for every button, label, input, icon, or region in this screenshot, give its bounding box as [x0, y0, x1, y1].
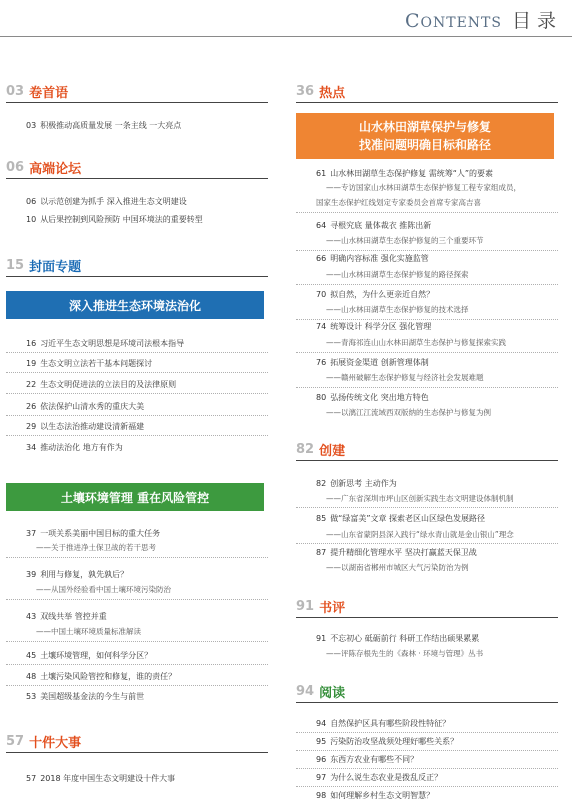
left-column — [0, 0, 270, 809]
section-91-header: 91 书评 — [296, 598, 346, 616]
toc-subtitle: ——山东省蒙阴县深入践行“绿水青山就是金山银山”理念 — [326, 530, 514, 539]
toc-item[interactable]: 76 拓展资金渠道 创新管理体制 — [316, 358, 429, 367]
toc-item[interactable]: 34 推动法治化 地方有作为 — [26, 443, 123, 452]
section-rule — [6, 276, 268, 277]
toc-item[interactable]: 95 污染防治攻坚战须处理好哪些关系？ — [316, 737, 459, 746]
topic-banner-soil: 土壤环境管理 重在风险管控 — [6, 483, 264, 511]
toc-subtitle: 国家生态保护红线划定专家委员会首席专家高吉喜 — [316, 198, 481, 207]
divider — [296, 387, 558, 388]
section-rule — [6, 752, 268, 753]
divider — [296, 352, 558, 353]
toc-item[interactable]: 48 土壤污染风险管控和修复，谁的责任？ — [26, 672, 177, 681]
toc-subtitle: ——青海祁连山山水林田湖草生态保护与修复探索实践 — [326, 338, 506, 347]
divider — [6, 352, 268, 353]
divider — [6, 641, 268, 642]
divider — [6, 415, 268, 416]
toc-subtitle: ——山水林田湖草生态保护修复的三个重要环节 — [326, 236, 484, 245]
toc-item[interactable]: 03 积极推动高质量发展 一条主线 一大亮点 — [26, 121, 182, 130]
toc-item[interactable]: 66 明确内容标准 强化实施监管 — [316, 254, 429, 263]
toc-subtitle: ——赣州破解生态保护修复与经济社会发展难题 — [326, 373, 484, 382]
section-06-header: 06 高端论坛 — [6, 159, 82, 177]
toc-subtitle: ——以漓江江流域西双版纳的生态保护与修复为例 — [326, 408, 491, 417]
toc-item[interactable]: 98 如何理解乡村生态文明智慧？ — [316, 791, 435, 800]
toc-subtitle: ——专访国家山水林田湖草生态保护修复工程专家组成员， — [326, 183, 521, 192]
toc-item[interactable]: 85 做“绿富美”文章 探索老区山区绿色发展路径 — [316, 514, 486, 523]
toc-item[interactable]: 96 东西方农业有哪些不同？ — [316, 755, 419, 764]
section-82-header: 82 创建 — [296, 441, 346, 459]
toc-subtitle: ——中国土壤环境质量标准解读 — [36, 627, 141, 636]
divider — [296, 212, 558, 213]
divider — [6, 372, 268, 373]
toc-item[interactable]: 82 创新思考 主动作为 — [316, 479, 397, 488]
section-15-header: 15 封面专题 — [6, 257, 82, 275]
toc-subtitle: ——关于推进净土保卫战的若干思考 — [36, 543, 156, 552]
section-57-header: 57 十件大事 — [6, 733, 82, 751]
toc-item[interactable]: 26 依法保护山清水秀的重庆大美 — [26, 402, 145, 411]
toc-subtitle: ——山水林田湖草生态保护修复的技术选择 — [326, 305, 469, 314]
toc-item[interactable]: 94 自然保护区具有哪些阶段性特征？ — [316, 719, 451, 728]
toc-subtitle: ——以湖南省郴州市城区大气污染防治为例 — [326, 563, 469, 572]
toc-item[interactable]: 57 2018 年度中国生态文明建设十件大事 — [26, 774, 176, 783]
toc-item[interactable]: 06 以示范创建为抓手 深入推进生态文明建设 — [26, 197, 187, 206]
contents-title-cn: 目录 — [511, 10, 562, 32]
toc-item[interactable]: 87 提升精细化管理水平 坚决打赢蓝天保卫战 — [316, 548, 477, 557]
toc-item[interactable]: 37 一项关系美丽中国目标的重大任务 — [26, 529, 161, 538]
toc-item[interactable]: 10 从后果控制到风险预防 中国环境法的重要转型 — [26, 215, 203, 224]
toc-subtitle: ——从国外经验看中国土壤环境污染防治 — [36, 585, 171, 594]
divider — [296, 543, 558, 544]
section-rule — [6, 178, 268, 179]
section-03-header: 03 卷首语 — [6, 83, 69, 101]
divider — [6, 685, 268, 686]
toc-item[interactable]: 74 统筹设计 科学分区 强化管理 — [316, 322, 432, 331]
divider — [296, 284, 558, 285]
toc-item[interactable]: 45 土壤环境管理，如何科学分区？ — [26, 651, 153, 660]
section-36-header: 36 热点 — [296, 83, 346, 101]
toc-item[interactable]: 91 不忘初心 砥砺前行 科研工作结出硕果累累 — [316, 634, 480, 643]
section-94-header: 94 阅读 — [296, 683, 346, 701]
section-rule — [296, 102, 558, 103]
divider — [296, 750, 558, 751]
right-column — [290, 0, 560, 809]
toc-item[interactable]: 53 美国超级基金法的今生与前世 — [26, 692, 145, 701]
divider — [296, 250, 558, 251]
toc-item[interactable]: 16 习近平生态文明思想是环境司法根本指导 — [26, 339, 185, 348]
toc-subtitle: ——评陈存根先生的《森林 · 环境与管理》丛书 — [326, 649, 484, 658]
divider — [6, 664, 268, 665]
divider — [6, 557, 268, 558]
toc-item[interactable]: 80 弘扬传统文化 突出地方特色 — [316, 393, 429, 402]
divider — [6, 599, 268, 600]
section-rule — [296, 702, 558, 703]
toc-item[interactable]: 22 生态文明促进法的立法目的及法律原则 — [26, 380, 177, 389]
topic-banner-law: 深入推进生态环境法治化 — [6, 291, 264, 319]
section-rule — [296, 617, 558, 618]
divider — [296, 732, 558, 733]
divider — [296, 507, 558, 508]
toc-item[interactable]: 64 寻根究底 量体裁衣 推陈出新 — [316, 221, 432, 230]
topic-banner-restoration: 山水林田湖草保护与修复 找准问题明确目标和路径 — [296, 113, 554, 159]
toc-item[interactable]: 70 拟自然，为什么更亲近自然？ — [316, 290, 435, 299]
toc-item[interactable]: 39 利用与修复，孰先孰后？ — [26, 570, 129, 579]
toc-subtitle: ——广东省深圳市坪山区创新实践生态文明建设体制机制 — [326, 494, 514, 503]
divider — [296, 786, 558, 787]
contents-title-en: CONTENTS — [404, 10, 502, 32]
divider — [296, 768, 558, 769]
section-rule — [296, 460, 558, 461]
toc-item[interactable]: 19 生态文明立法若干基本问题探讨 — [26, 359, 153, 368]
toc-item[interactable]: 97 为什么说生态农业是拨乱反正？ — [316, 773, 443, 782]
toc-subtitle: ——山水林田湖草生态保护修复的路径探索 — [326, 270, 469, 279]
divider — [6, 435, 268, 436]
section-rule — [6, 102, 268, 103]
toc-item[interactable]: 61 山水林田湖草生态保护修复 需统筹“人”的要素 — [316, 169, 494, 178]
divider — [6, 393, 268, 394]
toc-item[interactable]: 29 以生态法治推动建设清新福建 — [26, 422, 145, 431]
divider — [296, 319, 558, 320]
toc-item[interactable]: 43 双线共举 管控并重 — [26, 612, 107, 621]
